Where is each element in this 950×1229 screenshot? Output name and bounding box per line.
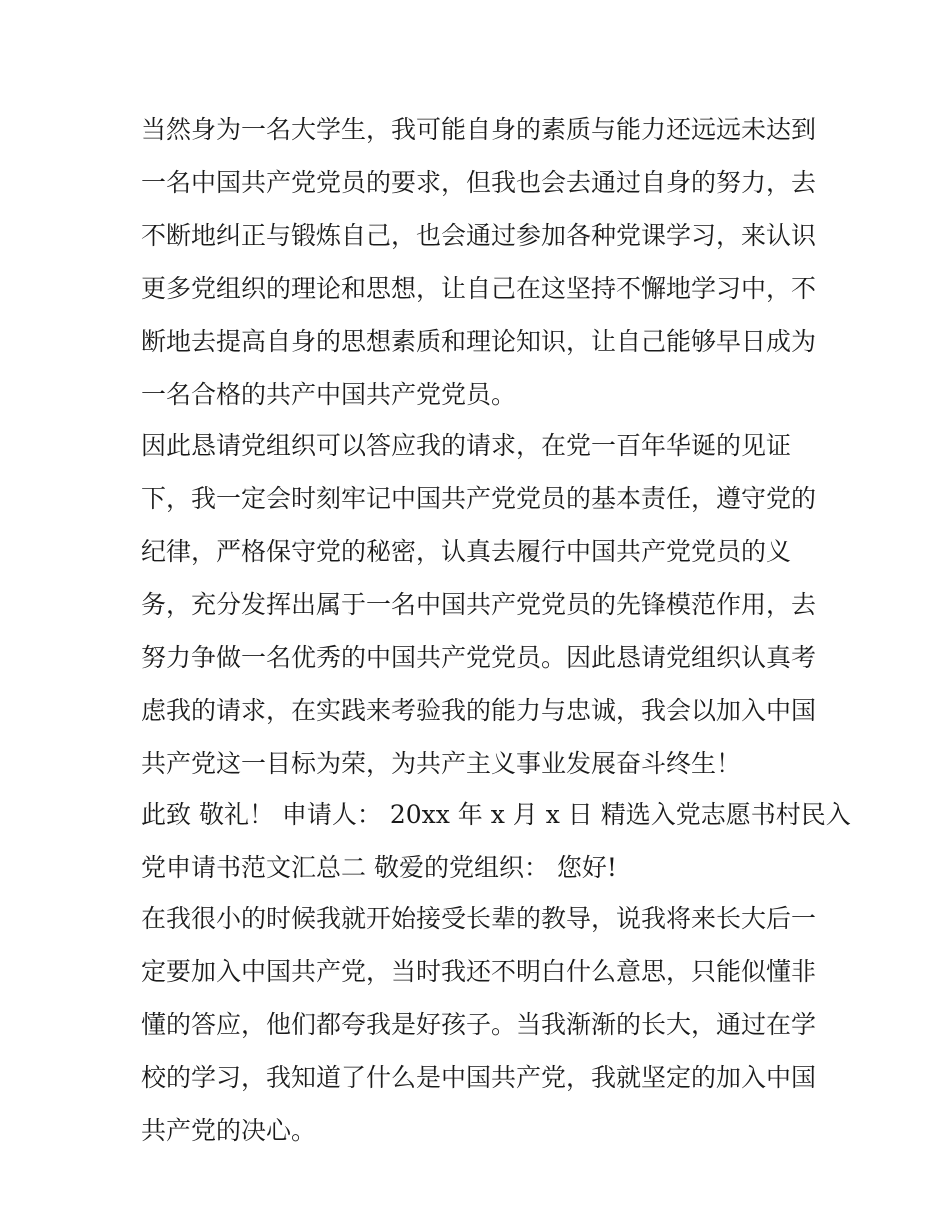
- text-line: 努力争做一名优秀的中国共产党党员。因此恳请党组织认真考: [141, 643, 817, 672]
- text-line: 纪律，严格保守党的秘密，认真去履行中国共产党党员的义: [141, 537, 792, 566]
- text-line: 一名中国共产党党员的要求，但我也会去通过自身的努力，去: [141, 168, 817, 197]
- text-line: 一名合格的共产中国共产党党员。: [141, 380, 517, 409]
- text-line: 更多党组织的理论和思想，让自己在这坚持不懈地学习中，不: [141, 274, 817, 303]
- text-line: 当然身为一名大学生，我可能自身的素质与能力还远远未达到: [141, 115, 817, 144]
- text-line: 共产党这一目标为荣，为共产主义事业发展奋斗终生！: [141, 749, 742, 778]
- text-line: 此致 敬礼！ 申请人： 20xx 年 x 月 x 日 精选入党志愿书村民入: [141, 800, 851, 829]
- text-line: 断地去提高自身的思想素质和理论知识，让自己能够早日成为: [141, 327, 817, 356]
- text-line: 定要加入中国共产党，当时我还不明白什么意思，只能似懂非: [141, 957, 817, 986]
- text-line: 务，充分发挥出属于一名中国共产党党员的先锋模范作用，去: [141, 590, 817, 619]
- text-line: 因此恳请党组织可以答应我的请求，在党一百年华诞的见证: [141, 431, 792, 460]
- text-line: 不断地纠正与锻炼自己，也会通过参加各种党课学习，来认识: [141, 221, 817, 250]
- text-line: 懂的答应，他们都夸我是好孩子。当我渐渐的长大，通过在学: [141, 1010, 817, 1039]
- text-line: 在我很小的时候我就开始接受长辈的教导，说我将来长大后一: [141, 904, 817, 933]
- text-line: 虑我的请求，在实践来考验我的能力与忠诚，我会以加入中国: [141, 696, 817, 725]
- text-line: 党申请书范文汇总二 敬爱的党组织： 您好!: [141, 853, 617, 882]
- text-line: 校的学习，我知道了什么是中国共产党，我就坚定的加入中国: [141, 1063, 817, 1092]
- text-line: 共产党的决心。: [141, 1116, 317, 1145]
- text-line: 下，我一定会时刻牢记中国共产党党员的基本责任，遵守党的: [141, 484, 817, 513]
